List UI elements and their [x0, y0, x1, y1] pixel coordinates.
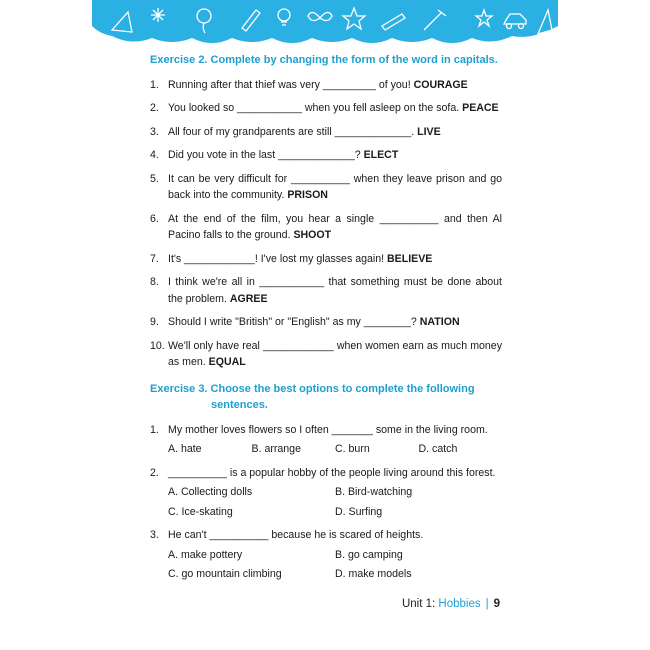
keyword: AGREE — [229, 292, 268, 305]
options — [150, 504, 502, 521]
unit-topic: Hobbies — [438, 598, 481, 610]
options — [150, 566, 502, 583]
exercise-item: 4. Did you vote in the last _____________? ELECT — [150, 149, 399, 161]
exercise-item: 1. Running after that thief was very _________ of you! COURAGE — [150, 78, 468, 91]
option-d: D. Surfing — [335, 505, 383, 518]
keyword: SHOOT — [293, 229, 332, 241]
option-a: A. hate — [168, 443, 202, 455]
options — [150, 484, 502, 501]
footer-separator: | — [485, 598, 489, 610]
exercise-item: 3. All four of my grandparents are still _____________. LIVE — [150, 125, 441, 138]
keyword: COURAGE — [413, 78, 468, 91]
question-2: 2. __________ is a popular hobby of the people living around this forest. A. Collecting dolls B. Bird-watching C. Ice-skating D. Surfing — [150, 465, 502, 521]
option-b: B. go camping — [335, 548, 403, 561]
exercise-content — [150, 52, 502, 590]
snowflake-icon — [151, 8, 165, 22]
option-d: D. catch — [418, 443, 458, 455]
keyword: BELIEVE — [387, 252, 433, 265]
option-c: C. Ice-skating — [168, 505, 233, 518]
keyword: EQUAL — [208, 356, 246, 368]
option-b: B. Bird-watching — [335, 486, 413, 498]
options — [150, 441, 502, 458]
header-banner — [92, 0, 558, 44]
page-number: 9 — [493, 598, 500, 610]
exercise-item: 7. It's ____________! I've lost my glasses again! BELIEVE — [150, 252, 433, 265]
option-b: B. arrange — [251, 443, 301, 455]
options — [150, 547, 502, 564]
question-3: 3. He can't __________ because he is scared of heights. A. make pottery B. go camping C. go mountain climbing D. make models — [150, 527, 502, 583]
exercise-item: 6. At the end of the film, you hear a single __________ and then Al Pacino falls to the ground. SHOOT — [150, 212, 502, 241]
exercise-item: 10. We'll only have real ____________ when women earn as much money as men. EQUAL — [150, 339, 502, 368]
exercise-item: 8. I think we're all in ___________ that something must be done about the problem. AGREE — [150, 276, 502, 305]
keyword: LIVE — [417, 125, 441, 138]
question-1: 1. My mother loves flowers so I often _______ some in the living room. A. hate B. arrange C. burn D. catch — [150, 422, 502, 458]
option-c: C. go mountain climbing — [168, 568, 282, 580]
keyword: PRISON — [287, 189, 328, 201]
exercise-item: 2. You looked so ___________ when you fell asleep on the sofa. PEACE — [150, 102, 499, 114]
option-d: D. make models — [335, 568, 412, 580]
page-footer — [402, 598, 500, 610]
exercise-item: 9. Should I write "British" or "English" as my ________? NATION — [150, 316, 460, 328]
option-c: C. burn — [335, 443, 370, 455]
unit-label: Unit 1: — [401, 598, 436, 610]
exercise-3-title: Exercise 3. Choose the best options to complete the following sentences. — [150, 382, 475, 411]
exercise-2-title: Exercise 2. Complete by changing the form of the word in capitals. — [150, 54, 498, 66]
exercise-item: 5. It can be very difficult for __________ when they leave prison and go back into the community. PRISON — [150, 172, 502, 201]
option-a: A. Collecting dolls — [168, 486, 253, 498]
option-a: A. make pottery — [168, 548, 243, 561]
keyword: PEACE — [462, 102, 499, 114]
keyword: NATION — [419, 316, 460, 328]
keyword: ELECT — [363, 149, 399, 161]
